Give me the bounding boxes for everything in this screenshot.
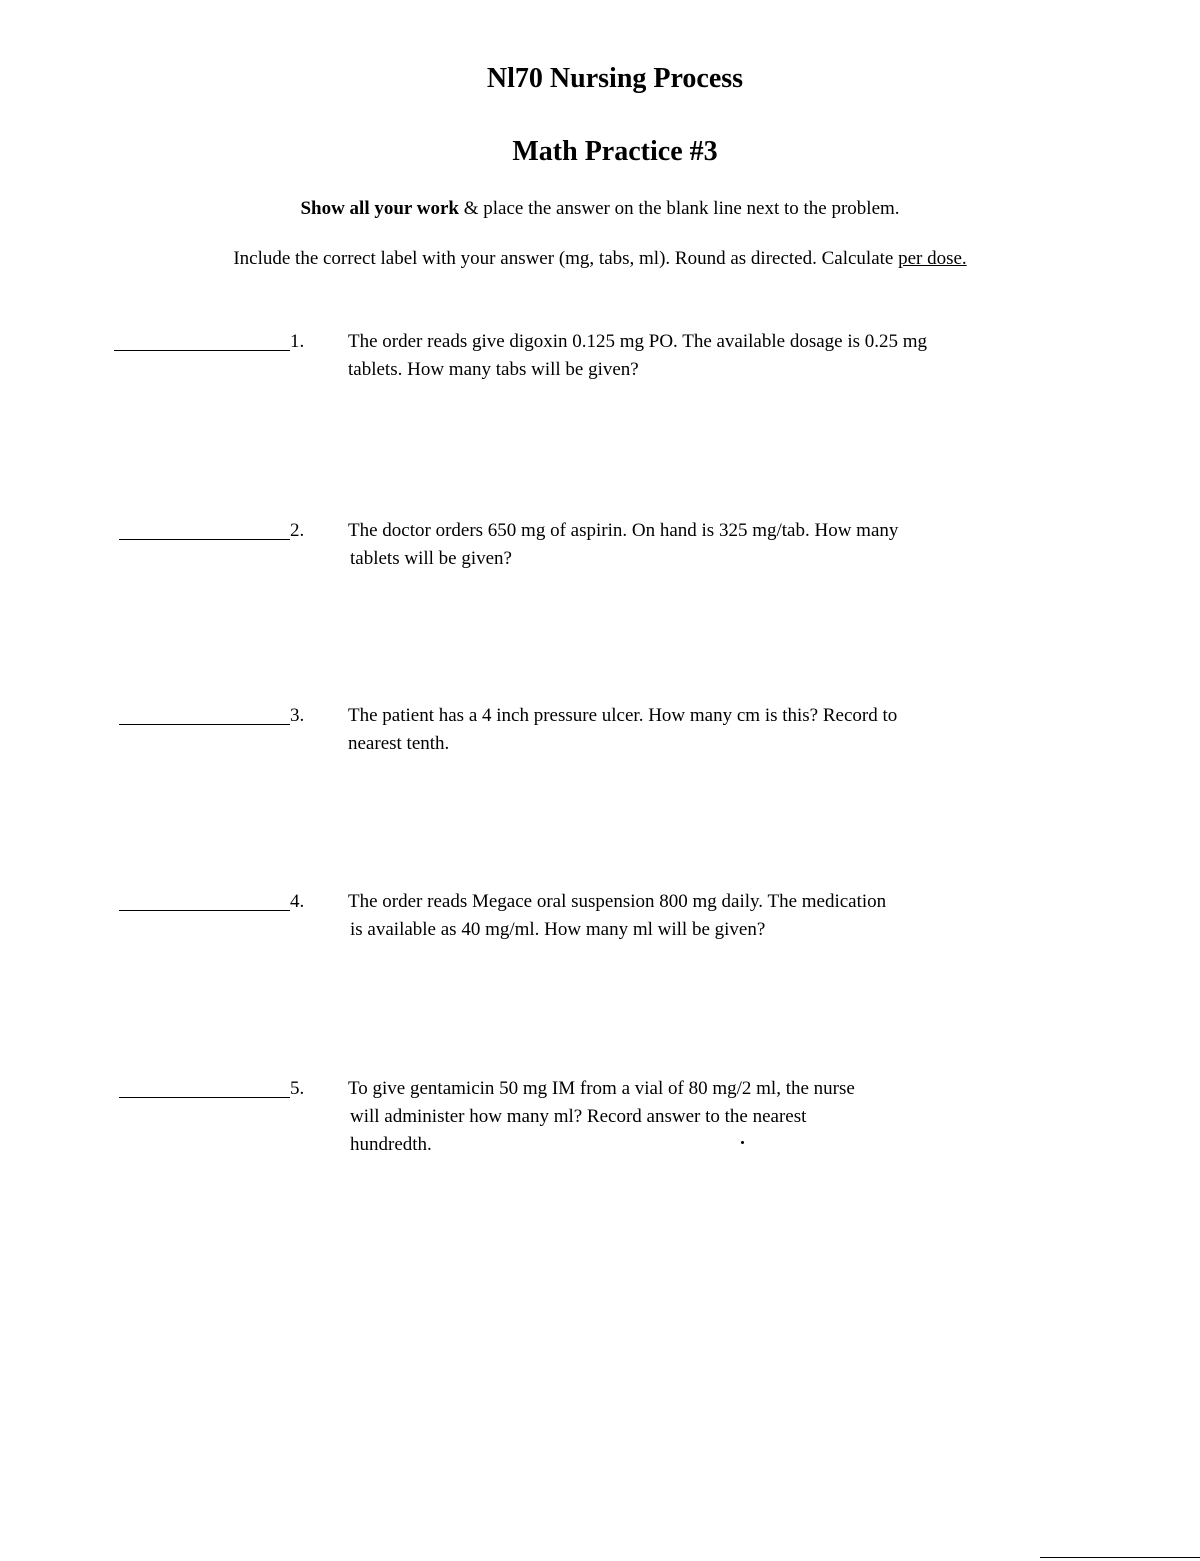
problem-3	[0, 702, 1200, 782]
problem-number: 3.	[290, 705, 305, 726]
answer-blank[interactable]	[119, 1097, 290, 1098]
problem-text	[348, 888, 1068, 944]
footer-rule	[1040, 1557, 1200, 1558]
answer-blank[interactable]	[119, 539, 290, 540]
problem-number: 2.	[290, 520, 305, 541]
answer-blank[interactable]	[119, 724, 290, 725]
course-title: Nl70 Nursing Process	[486, 63, 744, 94]
problem-2	[0, 517, 1200, 597]
problem-line: The patient has a 4 inch pressure ulcer. How many cm is this? Record to	[348, 705, 898, 726]
stray-dot	[741, 1141, 744, 1144]
answer-blank[interactable]	[119, 910, 290, 911]
problem-number: 5.	[290, 1078, 305, 1099]
answer-blank[interactable]	[114, 350, 290, 351]
instructions-emphasis: Show all your work	[300, 198, 459, 219]
problem-text	[348, 702, 1068, 758]
problem-line: is available as 40 mg/ml. How many ml will be given?	[350, 919, 766, 940]
problem-text	[348, 328, 1068, 384]
problem-line: The order reads Megace oral suspension 800 mg daily. The medication	[348, 891, 887, 912]
problem-1	[0, 328, 1200, 408]
problem-line: nearest tenth.	[348, 733, 450, 754]
problem-text	[348, 517, 1068, 573]
problem-line: tablets will be given?	[350, 548, 512, 569]
per-dose-underlined: per dose.	[898, 248, 967, 269]
instructions-line-1	[0, 198, 1200, 220]
problem-number: 4.	[290, 891, 305, 912]
instructions-line-2	[0, 248, 1200, 270]
instructions-line-2-text: Include the correct label with your answer (mg, tabs, ml). Round as directed. Calculate	[233, 248, 899, 269]
practice-title: Math Practice #3	[512, 136, 718, 167]
problem-number: 1.	[290, 331, 305, 352]
problem-line: The doctor orders 650 mg of aspirin. On hand is 325 mg/tab. How many	[348, 520, 899, 541]
problem-line: To give gentamicin 50 mg IM from a vial of 80 mg/2 ml, the nurse	[348, 1078, 855, 1099]
problem-line: hundredth.	[350, 1134, 432, 1155]
problem-4	[0, 888, 1200, 968]
problem-text	[348, 1075, 1068, 1159]
problem-line: will administer how many ml? Record answer to the nearest	[350, 1106, 807, 1127]
problem-line: tablets. How many tabs will be given?	[348, 359, 639, 380]
instructions-line-1-text: & place the answer on the blank line next to the problem.	[458, 198, 900, 219]
problem-5	[0, 1075, 1200, 1155]
problem-line: The order reads give digoxin 0.125 mg PO. The available dosage is 0.25 mg	[348, 331, 928, 352]
